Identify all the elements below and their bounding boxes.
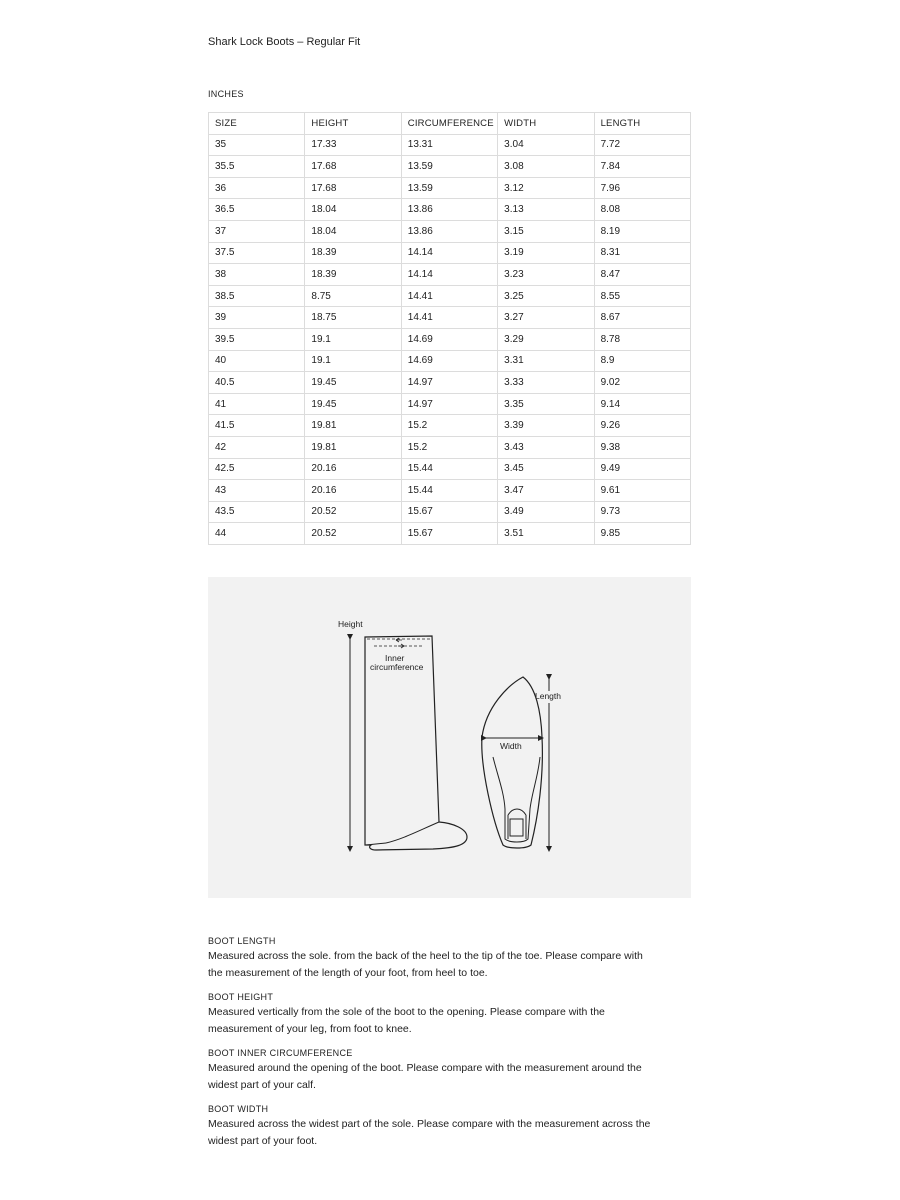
cell-length: 8.55 xyxy=(594,285,690,307)
cell-circumference: 14.14 xyxy=(401,264,497,286)
sole-shape xyxy=(482,677,543,848)
cell-length: 8.08 xyxy=(594,199,690,221)
table-row xyxy=(209,242,691,264)
definition-item xyxy=(208,1046,691,1094)
definition-text-line: Measured across the sole. from the back of the heel to the tip of the toe. Please compare with xyxy=(208,950,643,962)
definition-item xyxy=(208,934,691,982)
cell-height: 19.45 xyxy=(305,372,401,394)
cell-height: 19.45 xyxy=(305,393,401,415)
header-size: SIZE xyxy=(209,113,305,135)
cell-height: 18.04 xyxy=(305,199,401,221)
cell-height: 19.81 xyxy=(305,415,401,437)
cell-length: 7.96 xyxy=(594,177,690,199)
header-width: WIDTH xyxy=(498,113,594,135)
cell-length: 9.73 xyxy=(594,501,690,523)
circumference-label-line1: Inner xyxy=(385,653,405,663)
cell-height: 20.16 xyxy=(305,480,401,502)
cell-height: 17.33 xyxy=(305,134,401,156)
cell-circumference: 15.67 xyxy=(401,501,497,523)
cell-size: 37 xyxy=(209,220,305,242)
definition-title: BOOT WIDTH xyxy=(208,1104,269,1114)
definition-text-line: measurement of your leg, from foot to knee. xyxy=(208,1023,412,1035)
length-label: Length xyxy=(535,691,561,701)
cell-height: 20.16 xyxy=(305,458,401,480)
cell-width: 3.29 xyxy=(498,328,594,350)
table-row xyxy=(209,177,691,199)
cell-height: 20.52 xyxy=(305,523,401,545)
table-row xyxy=(209,328,691,350)
table-row xyxy=(209,199,691,221)
cell-width: 3.33 xyxy=(498,372,594,394)
cell-width: 3.27 xyxy=(498,307,594,329)
cell-width: 3.39 xyxy=(498,415,594,437)
cell-circumference: 13.59 xyxy=(401,177,497,199)
definition-text-line: widest part of your foot. xyxy=(208,1135,318,1147)
size-chart-table xyxy=(208,112,691,545)
definition-title: BOOT HEIGHT xyxy=(208,992,274,1002)
cell-size: 36.5 xyxy=(209,199,305,221)
page-title: Shark Lock Boots – Regular Fit xyxy=(208,36,361,48)
cell-width: 3.43 xyxy=(498,436,594,458)
cell-width: 3.35 xyxy=(498,393,594,415)
measurement-diagram xyxy=(208,577,691,898)
definition-text-line: Measured around the opening of the boot. Please compare with the measurement around the xyxy=(208,1062,642,1074)
cell-circumference: 15.67 xyxy=(401,523,497,545)
table-row xyxy=(209,264,691,286)
boot-diagram-svg xyxy=(208,577,691,898)
cell-circumference: 13.86 xyxy=(401,220,497,242)
cell-length: 8.47 xyxy=(594,264,690,286)
header-length: LENGTH xyxy=(594,113,690,135)
cell-width: 3.31 xyxy=(498,350,594,372)
cell-length: 8.78 xyxy=(594,328,690,350)
cell-length: 9.02 xyxy=(594,372,690,394)
cell-length: 8.31 xyxy=(594,242,690,264)
cell-height: 19.1 xyxy=(305,350,401,372)
cell-height: 20.52 xyxy=(305,501,401,523)
cell-size: 44 xyxy=(209,523,305,545)
table-body xyxy=(209,134,691,544)
cell-circumference: 15.44 xyxy=(401,480,497,502)
table-row xyxy=(209,285,691,307)
cell-length: 8.67 xyxy=(594,307,690,329)
units-label: INCHES xyxy=(208,89,244,99)
cell-size: 43 xyxy=(209,480,305,502)
cell-circumference: 14.41 xyxy=(401,307,497,329)
table-header-row xyxy=(209,113,691,135)
cell-length: 9.26 xyxy=(594,415,690,437)
cell-width: 3.15 xyxy=(498,220,594,242)
table-row xyxy=(209,458,691,480)
cell-width: 3.19 xyxy=(498,242,594,264)
cell-circumference: 13.59 xyxy=(401,156,497,178)
definition-text-line: the measurement of the length of your foot, from heel to toe. xyxy=(208,967,488,979)
cell-width: 3.45 xyxy=(498,458,594,480)
header-height: HEIGHT xyxy=(305,113,401,135)
header-circumference: CIRCUMFERENCE xyxy=(401,113,497,135)
table-row xyxy=(209,393,691,415)
cell-size: 38 xyxy=(209,264,305,286)
width-label: Width xyxy=(500,741,522,751)
definition-item xyxy=(208,1102,691,1150)
cell-width: 3.08 xyxy=(498,156,594,178)
cell-height: 17.68 xyxy=(305,177,401,199)
definition-item xyxy=(208,990,691,1038)
cell-circumference: 15.2 xyxy=(401,415,497,437)
cell-size: 37.5 xyxy=(209,242,305,264)
table-row xyxy=(209,307,691,329)
cell-circumference: 14.14 xyxy=(401,242,497,264)
table-row xyxy=(209,350,691,372)
table-row xyxy=(209,436,691,458)
definitions-list xyxy=(208,934,691,1158)
cell-length: 9.49 xyxy=(594,458,690,480)
cell-width: 3.49 xyxy=(498,501,594,523)
definition-title: BOOT LENGTH xyxy=(208,936,276,946)
cell-size: 42.5 xyxy=(209,458,305,480)
height-label: Height xyxy=(338,619,363,629)
cell-width: 3.25 xyxy=(498,285,594,307)
cell-height: 8.75 xyxy=(305,285,401,307)
definition-text-line: Measured vertically from the sole of the boot to the opening. Please compare with the xyxy=(208,1006,605,1018)
cell-size: 40.5 xyxy=(209,372,305,394)
cell-length: 7.84 xyxy=(594,156,690,178)
cell-size: 39.5 xyxy=(209,328,305,350)
cell-height: 17.68 xyxy=(305,156,401,178)
cell-length: 8.19 xyxy=(594,220,690,242)
cell-size: 40 xyxy=(209,350,305,372)
cell-circumference: 14.97 xyxy=(401,393,497,415)
table-row xyxy=(209,480,691,502)
cell-circumference: 15.44 xyxy=(401,458,497,480)
table-row xyxy=(209,415,691,437)
cell-height: 18.75 xyxy=(305,307,401,329)
cell-width: 3.23 xyxy=(498,264,594,286)
cell-circumference: 14.97 xyxy=(401,372,497,394)
cell-length: 9.85 xyxy=(594,523,690,545)
definition-text-line: widest part of your calf. xyxy=(208,1079,316,1091)
cell-width: 3.47 xyxy=(498,480,594,502)
cell-length: 9.61 xyxy=(594,480,690,502)
cell-height: 18.39 xyxy=(305,242,401,264)
definition-text-line: Measured across the widest part of the sole. Please compare with the measurement across the xyxy=(208,1118,651,1130)
cell-circumference: 14.69 xyxy=(401,350,497,372)
cell-size: 41.5 xyxy=(209,415,305,437)
circumference-label-line2: circumference xyxy=(370,662,424,672)
cell-width: 3.13 xyxy=(498,199,594,221)
cell-size: 39 xyxy=(209,307,305,329)
table-row xyxy=(209,372,691,394)
cell-size: 36 xyxy=(209,177,305,199)
table-row xyxy=(209,156,691,178)
cell-circumference: 13.31 xyxy=(401,134,497,156)
cell-size: 41 xyxy=(209,393,305,415)
cell-circumference: 13.86 xyxy=(401,199,497,221)
cell-length: 8.9 xyxy=(594,350,690,372)
cell-size: 35.5 xyxy=(209,156,305,178)
cell-length: 9.38 xyxy=(594,436,690,458)
cell-height: 19.81 xyxy=(305,436,401,458)
cell-size: 35 xyxy=(209,134,305,156)
table-row xyxy=(209,134,691,156)
cell-width: 3.12 xyxy=(498,177,594,199)
table-row xyxy=(209,501,691,523)
cell-circumference: 15.2 xyxy=(401,436,497,458)
cell-height: 18.04 xyxy=(305,220,401,242)
cell-size: 42 xyxy=(209,436,305,458)
cell-width: 3.04 xyxy=(498,134,594,156)
definition-title: BOOT INNER CIRCUMFERENCE xyxy=(208,1048,353,1058)
cell-circumference: 14.69 xyxy=(401,328,497,350)
cell-size: 38.5 xyxy=(209,285,305,307)
cell-length: 7.72 xyxy=(594,134,690,156)
cell-height: 18.39 xyxy=(305,264,401,286)
table-row xyxy=(209,523,691,545)
cell-height: 19.1 xyxy=(305,328,401,350)
cell-width: 3.51 xyxy=(498,523,594,545)
cell-length: 9.14 xyxy=(594,393,690,415)
cell-size: 43.5 xyxy=(209,501,305,523)
table-row xyxy=(209,220,691,242)
cell-circumference: 14.41 xyxy=(401,285,497,307)
